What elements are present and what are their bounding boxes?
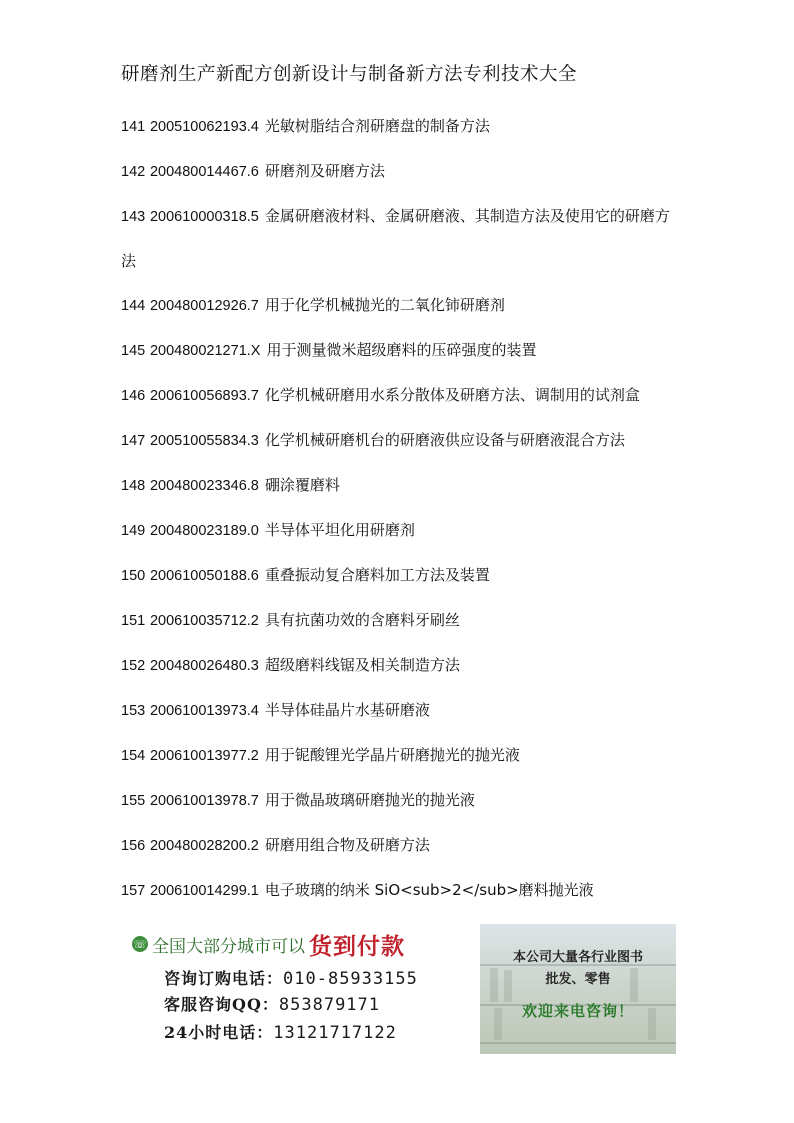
ad-right-line3: 欢迎来电咨询！ (521, 1002, 634, 1020)
list-item (121, 463, 681, 508)
ad-right-line2: 批发、零售 (545, 972, 611, 987)
list-item (121, 194, 681, 283)
patent-list (121, 104, 681, 913)
list-item (121, 553, 681, 598)
item-number: 141 (121, 119, 146, 135)
patent-number: 200610056893.7 (149, 388, 259, 404)
ad-qq-line (164, 992, 380, 1015)
item-number: 153 (121, 703, 146, 719)
list-item (121, 104, 681, 149)
item-number: 152 (121, 658, 146, 674)
phone-icon: ☏ (133, 937, 147, 951)
list-item (121, 868, 681, 913)
list-item (121, 328, 681, 373)
ad-headline-highlight: 货到付款 (309, 932, 405, 960)
patent-number: 200480023346.8 (149, 478, 259, 494)
patent-number: 200480021271.X (149, 343, 261, 359)
patent-title: 用于铌酸锂光学晶片研磨抛光的抛光液 (264, 746, 520, 764)
patent-title: 电子玻璃的纳米 SiO<sub>2</sub>磨料抛光液 (264, 881, 594, 899)
patent-title: 半导体平坦化用研磨剂 (264, 521, 415, 539)
list-item (121, 598, 681, 643)
patent-number: 200480014467.6 (149, 164, 259, 180)
ad-right-line1: 本公司大量各行业图书 (512, 950, 643, 965)
patent-number: 200610035712.2 (149, 613, 259, 629)
item-number: 157 (121, 883, 146, 899)
patent-number: 200480012926.7 (149, 298, 259, 314)
patent-title: 用于化学机械抛光的二氧化铈研磨剂 (264, 296, 505, 314)
patent-title: 研磨剂及研磨方法 (264, 162, 385, 180)
patent-title: 光敏树脂结合剂研磨盘的制备方法 (264, 117, 490, 135)
patent-number: 200610013973.4 (149, 703, 259, 719)
ad-hotline-label: 24小时电话： (164, 1023, 274, 1042)
patent-title: 研磨用组合物及研磨方法 (264, 836, 430, 854)
patent-title: 金属研磨液材料、金属研磨液、其制造方法及使用它的研磨方法 (121, 207, 670, 270)
patent-title: 具有抗菌功效的含磨料牙刷丝 (264, 611, 460, 629)
ad-headline (132, 930, 405, 958)
patent-title: 用于测量微米超级磨料的压碎强度的装置 (266, 341, 537, 359)
ad-headline-prefix: 全国大部分城市可以 (152, 936, 305, 957)
patent-number: 200480023189.0 (149, 523, 259, 539)
patent-number: 200480026480.3 (149, 658, 259, 674)
patent-number: 200610013978.7 (149, 793, 259, 809)
patent-number: 200610014299.1 (149, 883, 259, 899)
list-item (121, 688, 681, 733)
list-item (121, 733, 681, 778)
patent-title: 硼涂覆磨料 (264, 476, 340, 494)
item-number: 154 (121, 748, 146, 764)
advertisement-banner (118, 924, 678, 1054)
patent-title: 化学机械研磨机台的研磨液供应设备与研磨液混合方法 (264, 431, 625, 449)
patent-number: 200510062193.4 (149, 119, 259, 135)
item-number: 146 (121, 388, 146, 404)
patent-number: 200610050188.6 (149, 568, 259, 584)
item-number: 151 (121, 613, 146, 629)
ad-phone-label: 咨询订购电话： (164, 969, 284, 988)
item-number: 145 (121, 343, 146, 359)
patent-title: 重叠振动复合磨料加工方法及装置 (264, 566, 490, 584)
item-number: 147 (121, 433, 146, 449)
list-item (121, 643, 681, 688)
item-number: 155 (121, 793, 146, 809)
list-item (121, 508, 681, 553)
ad-qq-number: 853879171 (278, 995, 381, 1015)
ad-phone-number: 010-85933155 (283, 969, 418, 989)
ad-hotline-line (164, 1020, 397, 1043)
item-number: 150 (121, 568, 146, 584)
document-title: 研磨剂生产新配方创新设计与制备新方法专利技术大全 (121, 64, 578, 85)
list-item (121, 149, 681, 194)
patent-number: 200480028200.2 (149, 838, 259, 854)
ad-contact-panel (118, 924, 458, 1054)
item-number: 143 (121, 209, 146, 225)
patent-number: 200610013977.2 (149, 748, 259, 764)
patent-number: 200610000318.5 (149, 209, 259, 225)
item-number: 148 (121, 478, 146, 494)
list-item (121, 823, 681, 868)
patent-title: 化学机械研磨用水系分散体及研磨方法、调制用的试剂盒 (264, 386, 640, 404)
list-item (121, 418, 681, 463)
item-number: 144 (121, 298, 146, 314)
list-item (121, 283, 681, 328)
patent-title: 超级磨料线锯及相关制造方法 (264, 656, 460, 674)
ad-phone-line (164, 966, 418, 989)
ad-hotline-number: 13121717122 (273, 1023, 397, 1043)
ad-qq-label: 客服咨询QQ： (164, 995, 279, 1014)
item-number: 142 (121, 164, 146, 180)
item-number: 149 (121, 523, 146, 539)
item-number: 156 (121, 838, 146, 854)
patent-title: 用于微晶玻璃研磨抛光的抛光液 (264, 791, 475, 809)
list-item (121, 373, 681, 418)
patent-number: 200510055834.3 (149, 433, 259, 449)
patent-title: 半导体硅晶片水基研磨液 (264, 701, 430, 719)
list-item (121, 778, 681, 823)
ad-bookshelf-panel (480, 924, 676, 1054)
